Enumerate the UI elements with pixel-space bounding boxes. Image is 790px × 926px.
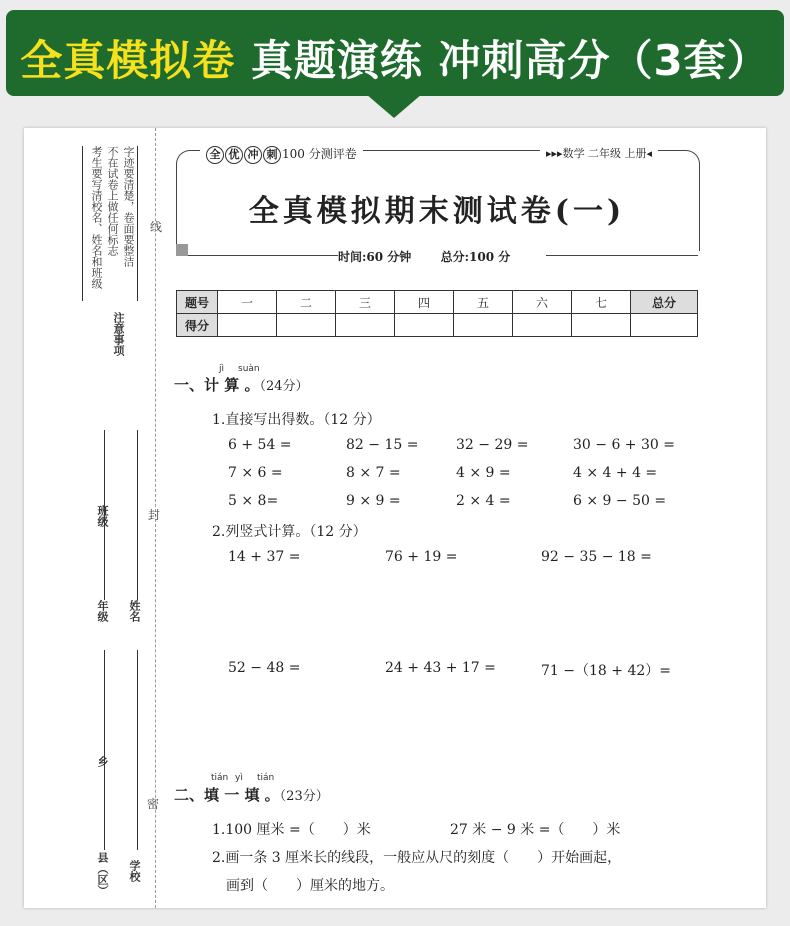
page-title: 全真模拟期末测试卷(一) — [248, 194, 626, 229]
score-cell[interactable] — [336, 314, 395, 337]
column-header: 五 — [454, 291, 513, 314]
field-name-label: 姓名 — [128, 600, 141, 622]
row-label-score: 得分 — [177, 314, 218, 337]
exam-time: 时间:60 分钟 — [338, 250, 412, 264]
field-county-label: 县（区） — [96, 852, 109, 896]
column-header: 七 — [572, 291, 631, 314]
expression: 4 × 9 = — [456, 465, 511, 481]
pinyin-tian: tián — [257, 773, 275, 783]
column-header: 四 — [395, 291, 454, 314]
column-header: 六 — [513, 291, 572, 314]
field-grade-label: 年级 — [96, 600, 109, 622]
expression: 30 − 6 + 30 = — [573, 437, 675, 453]
notice-border-right — [137, 146, 138, 301]
expression: 9 × 9 = — [346, 493, 401, 509]
pinyin-yi: yì — [235, 773, 243, 783]
score-cell[interactable] — [572, 314, 631, 337]
series-suffix: 100 分测评卷 — [282, 147, 357, 161]
column-header: 三 — [336, 291, 395, 314]
series-char: 全 — [206, 146, 224, 164]
section-1-points: （24分） — [259, 379, 309, 394]
score-cell-total[interactable] — [631, 314, 698, 337]
question-1-1: 1.直接写出得数。（12 分） — [212, 412, 381, 428]
banner-pointer — [366, 94, 422, 118]
expression: 5 × 8= — [228, 493, 279, 509]
expression: 52 − 48 = — [228, 660, 301, 676]
series-char: 冲 — [244, 146, 262, 164]
section-2-heading: 二、填 一 填 。（23分） — [174, 786, 329, 804]
seal-mi: 密 — [147, 797, 160, 811]
score-cell[interactable] — [454, 314, 513, 337]
question-2-2: 2.画一条 3 厘米长的线段，一般应从尺的刻度（ ）开始画起， — [212, 850, 622, 866]
notice-line-1: 考生要写清校名、姓名和班级 — [90, 146, 103, 289]
score-cell[interactable] — [513, 314, 572, 337]
section-1-heading: 一、计 算 。（24分） — [174, 376, 309, 394]
column-header-total: 总分 — [631, 291, 698, 314]
notice-line-3: 字迹要清楚，卷面要整洁 — [122, 146, 135, 267]
score-table — [176, 290, 698, 337]
expression: 24 + 43 + 17 = — [385, 660, 496, 676]
expression: 8 × 7 = — [346, 465, 401, 481]
header-rule-left — [188, 255, 338, 256]
exam-info — [338, 248, 510, 265]
row-label-question: 题号 — [177, 291, 218, 314]
name-blank[interactable] — [137, 430, 138, 600]
expression: 6 + 54 = — [228, 437, 292, 453]
expression: 2 × 4 = — [456, 493, 511, 509]
header-rule-right — [546, 255, 698, 256]
notice-title: 注意事项 — [112, 312, 125, 356]
question-2-1b: 27 米 − 9 米 =（ ）米 — [450, 822, 621, 838]
expression: 71 −（18 + 42）= — [541, 663, 671, 679]
column-header: 二 — [277, 291, 336, 314]
field-xiang-label: 乡 — [96, 756, 109, 767]
table-row — [177, 291, 698, 314]
section-2-points: （23分） — [279, 789, 329, 804]
seal-feng: 封 — [148, 508, 161, 522]
school-blank[interactable] — [137, 650, 138, 850]
series-char: 刺 — [263, 146, 281, 164]
table-row — [177, 314, 698, 337]
expression: 76 + 19 = — [385, 549, 458, 565]
score-cell[interactable] — [277, 314, 336, 337]
question-2-2-cont: 画到（ ）厘米的地方。 — [226, 878, 394, 894]
expression: 14 + 37 = — [228, 549, 301, 565]
pinyin-ji: jì — [219, 364, 225, 374]
banner-title: 全真模拟卷 真题演练 冲刺高分（3套） — [20, 36, 770, 85]
column-header: 一 — [218, 291, 277, 314]
score-cell[interactable] — [218, 314, 277, 337]
corner-square — [176, 244, 188, 256]
notice-border-left — [82, 146, 83, 301]
pinyin-suan: suàn — [238, 364, 260, 374]
pinyin-tian: tián — [211, 773, 229, 783]
promo-banner — [6, 10, 784, 96]
notice-line-2: 不在试卷上做任何标志 — [106, 146, 119, 256]
series-char: 优 — [225, 146, 243, 164]
expression: 6 × 9 − 50 = — [573, 493, 667, 509]
expression: 92 − 35 − 18 = — [541, 549, 652, 565]
question-2-1a: 1.100 厘米 =（ ）米 — [212, 822, 371, 838]
score-cell[interactable] — [395, 314, 454, 337]
expression: 4 × 4 + 4 = — [573, 465, 658, 481]
expression: 82 − 15 = — [346, 437, 419, 453]
question-1-2: 2.列竖式计算。（12 分） — [212, 524, 367, 540]
field-class-label: 班级 — [96, 505, 109, 527]
exam-total: 总分:100 分 — [440, 250, 511, 264]
expression: 7 × 6 = — [228, 465, 283, 481]
field-school-label: 学校 — [128, 860, 141, 882]
expression: 32 − 29 = — [456, 437, 529, 453]
xiang-blank[interactable] — [104, 650, 105, 850]
subject-grade-label: ▸▸▸数学 二年级 上册◂ — [540, 145, 658, 161]
series-tag — [200, 145, 363, 164]
seal-xian: 线 — [150, 220, 163, 234]
